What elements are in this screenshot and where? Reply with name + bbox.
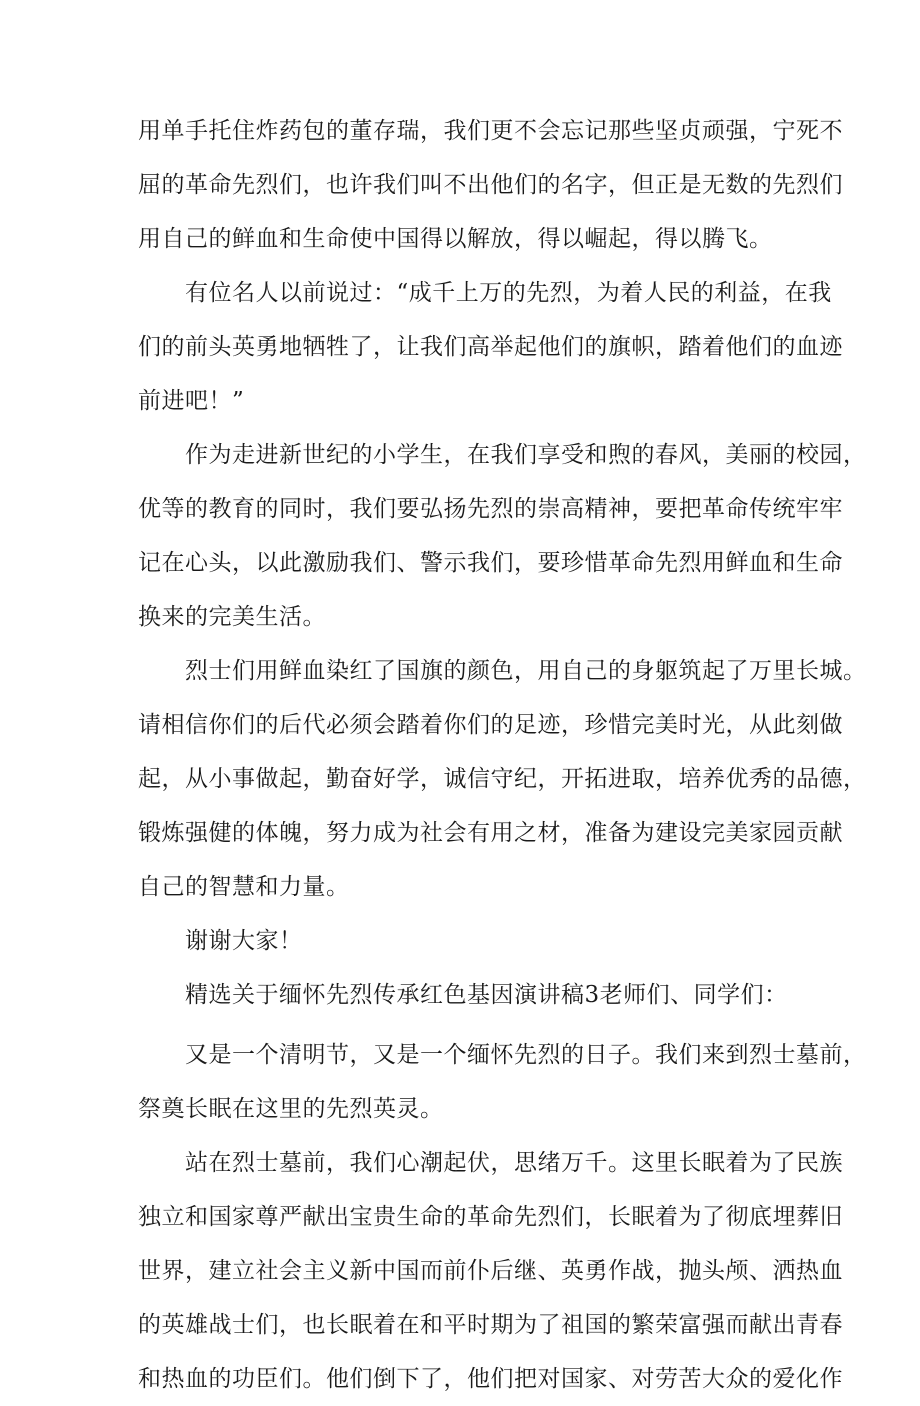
text-line: 作为走进新世纪的小学生，在我们享受和煦的春风，美丽的校园， bbox=[185, 442, 867, 468]
text-line: 有位名人以前说过：“成千上万的先烈，为着人民的利益，在我 bbox=[185, 280, 832, 306]
text-line: 换来的完美生活。 bbox=[138, 604, 326, 630]
text-line: 锻炼强健的体魄，努力成为社会有用之材，准备为建设完美家园贡献 bbox=[138, 820, 843, 846]
text-line: 又是一个清明节，又是一个缅怀先烈的日子。我们来到烈士墓前， bbox=[185, 1042, 867, 1068]
paragraph-qingming bbox=[138, 1028, 867, 1136]
paragraph-martyrs-flag bbox=[138, 644, 867, 914]
section-heading bbox=[138, 968, 798, 1022]
text-line: 优等的教育的同时，我们要弘扬先烈的崇高精神，要把革命传统牢牢 bbox=[138, 496, 843, 522]
text-line: 独立和国家尊严献出宝贵生命的革命先烈们，长眠着为了彻底埋葬旧 bbox=[138, 1204, 843, 1230]
text-line: 自己的智慧和力量。 bbox=[138, 874, 350, 900]
text-line: 屈的革命先烈们，也许我们叫不出他们的名字，但正是无数的先烈们 bbox=[138, 172, 843, 198]
text-line: 的英雄战士们，也长眠着在和平时期为了祖国的繁荣富强而献出青春 bbox=[138, 1312, 843, 1338]
document-page bbox=[138, 104, 867, 1406]
text-line: 记在心头，以此激励我们、警示我们，要珍惜革命先烈用鲜血和生命 bbox=[138, 550, 843, 576]
text-line: 起，从小事做起，勤奋好学，诚信守纪，开拓进取，培养优秀的品德， bbox=[138, 766, 867, 792]
paragraph-thanks bbox=[138, 914, 798, 968]
text-line: 精选关于缅怀先烈传承红色基因演讲稿3老师们、同学们： bbox=[185, 982, 788, 1008]
paragraph-cemetery bbox=[138, 1136, 843, 1406]
paragraph-dong-cunrui bbox=[138, 104, 843, 266]
text-line: 谢谢大家！ bbox=[185, 928, 303, 954]
paragraph-famous-quote bbox=[138, 266, 843, 428]
text-line: 祭奠长眠在这里的先烈英灵。 bbox=[138, 1096, 444, 1122]
text-line: 请相信你们的后代必须会踏着你们的足迹，珍惜完美时光，从此刻做 bbox=[138, 712, 843, 738]
paragraph-students bbox=[138, 428, 867, 644]
text-line: 站在烈士墓前，我们心潮起伏，思绪万千。这里长眠着为了民族 bbox=[185, 1150, 843, 1176]
text-line: 用单手托住炸药包的董存瑞，我们更不会忘记那些坚贞顽强，宁死不 bbox=[138, 118, 843, 144]
text-line: 前进吧！” bbox=[138, 388, 245, 414]
text-line: 用自己的鲜血和生命使中国得以解放，得以崛起，得以腾飞。 bbox=[138, 226, 773, 252]
text-line: 们的前头英勇地牺牲了，让我们高举起他们的旗帜，踏着他们的血迹 bbox=[138, 334, 843, 360]
text-line: 和热血的功臣们。他们倒下了，他们把对国家、对劳苦大众的爱化作 bbox=[138, 1366, 843, 1392]
text-line: 烈士们用鲜血染红了国旗的颜色，用自己的身躯筑起了万里长城。 bbox=[185, 658, 867, 684]
text-line: 世界，建立社会主义新中国而前仆后继、英勇作战，抛头颅、洒热血 bbox=[138, 1258, 843, 1284]
